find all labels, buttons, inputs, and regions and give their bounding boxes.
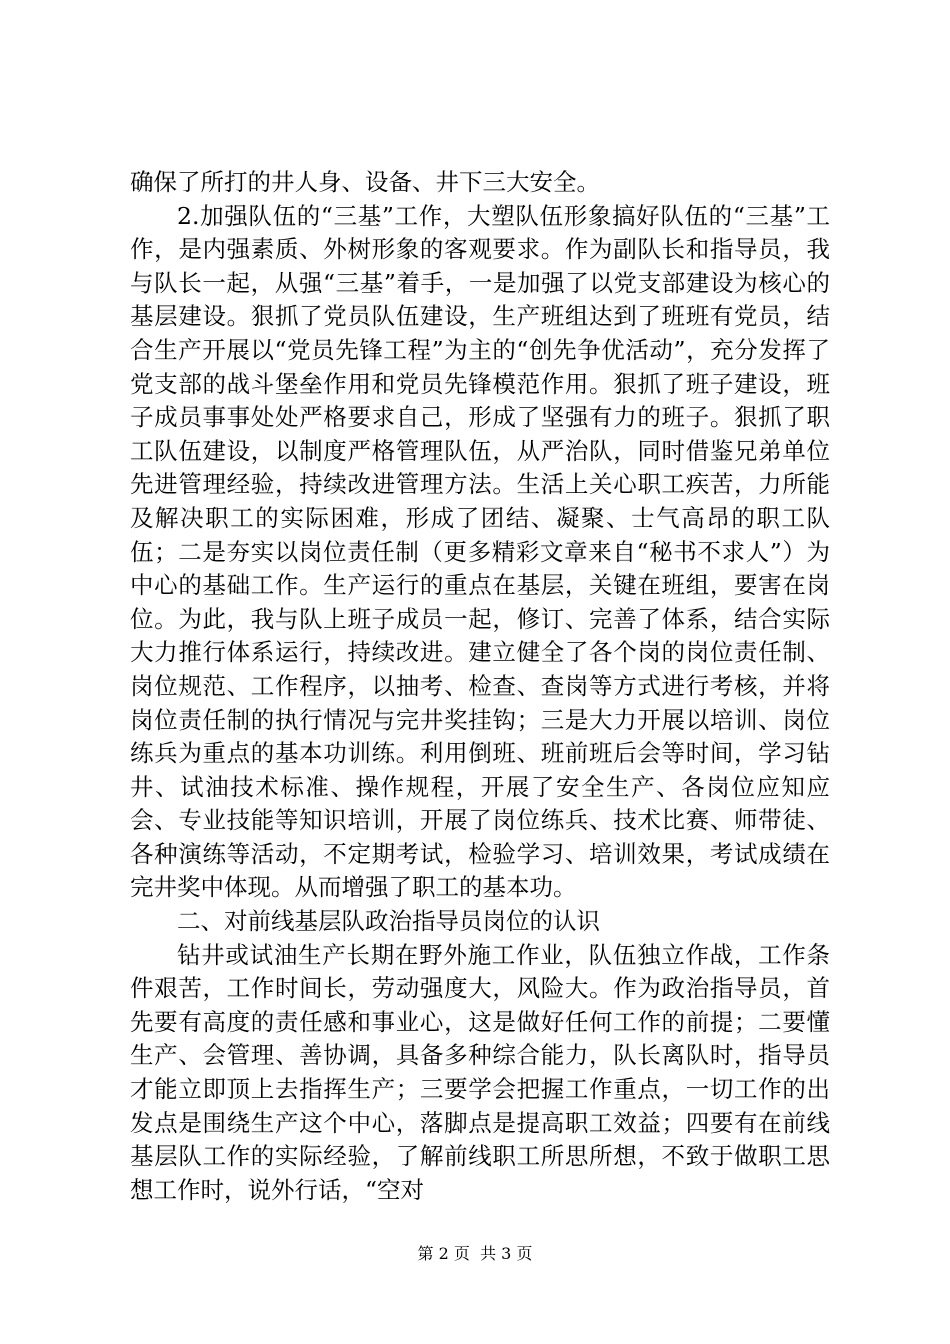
section-heading: 二、对前线基层队政治指导员岗位的认识 (177, 907, 600, 936)
paragraph-team-basics: 2.加强队伍的“三基”工作，大塑队伍形象搞好队伍的“三基”工作，是内强素质、外树形象的客观要求。作为副队长和指导员，我与队长一起，从强“三基”着手，一是加强了以党支部建设为核心的基层建设。狠抓了党员队伍建设，生产班组达到了班班有党员，结合生产开展以“党员先锋工程”为主的“创先争优活动”，充分发挥了党支部的战斗堡垒作用和党员先锋模范作用。狠抓了班子建设，班子成员事事处处严格要求自己，形成了坚强有力的班子。狠抓了职工队伍建设，以制度严格管理队伍，从严治队，同时借鉴兄弟单位先进管理经验，持续改进管理方法。生活上关心职工疾苦，力所能及解决职工的实际困难，形成了团结、凝聚、士气高昂的职工队伍；二是夯实以岗位责任制（更多精彩文章来自“秘书不求人”）为中心的基础工作。生产运行的重点在基层，关键在班组，要害在岗位。为此，我与队上班子成员一起，修订、完善了体系，结合实际大力推行体系运行，持续改进。建立健全了各个岗的岗位责任制、岗位规范、工作程序，以抽考、检查、查岗等方式进行考核，并将岗位责任制的执行情况与完井奖挂钩；三是大力开展以培训、岗位练兵为重点的基本功训练。利用倒班、班前班后会等时间，学习钻井、试油技术标准、操作规程，开展了安全生产、各岗位应知应会、专业技能等知识培训，开展了岗位练兵、技术比赛、师带徒、各种演练等活动，不定期考试，检验学习、培训效果，考试成绩在完井奖中体现。从而增强了职工的基本功。 (130, 201, 830, 902)
page-footer: 第 2 页 共 3 页 (417, 1244, 533, 1263)
document-body (130, 166, 830, 1207)
paragraph-continuation: 确保了所打的井人身、设备、井下三大安全。 (130, 168, 600, 196)
paragraph-instructor-role: 钻井或试油生产长期在野外施工作业，队伍独立作战，工作条件艰苦，工作时间长，劳动强度大，风险大。作为政治指导员，首先要有高度的责任感和事业心，这是做好任何工作的前提；二要懂生产、会管理、善协调，具备多种综合能力，队长离队时，指导员才能立即顶上去指挥生产；三要学会把握工作重点，一切工作的出发点是围绕生产这个中心，落脚点是提高职工效益；四要有在前线基层队工作的实际经验，了解前线职工所思所想，不致于做职工思想工作时，说外行话，“空对 (130, 940, 830, 1204)
